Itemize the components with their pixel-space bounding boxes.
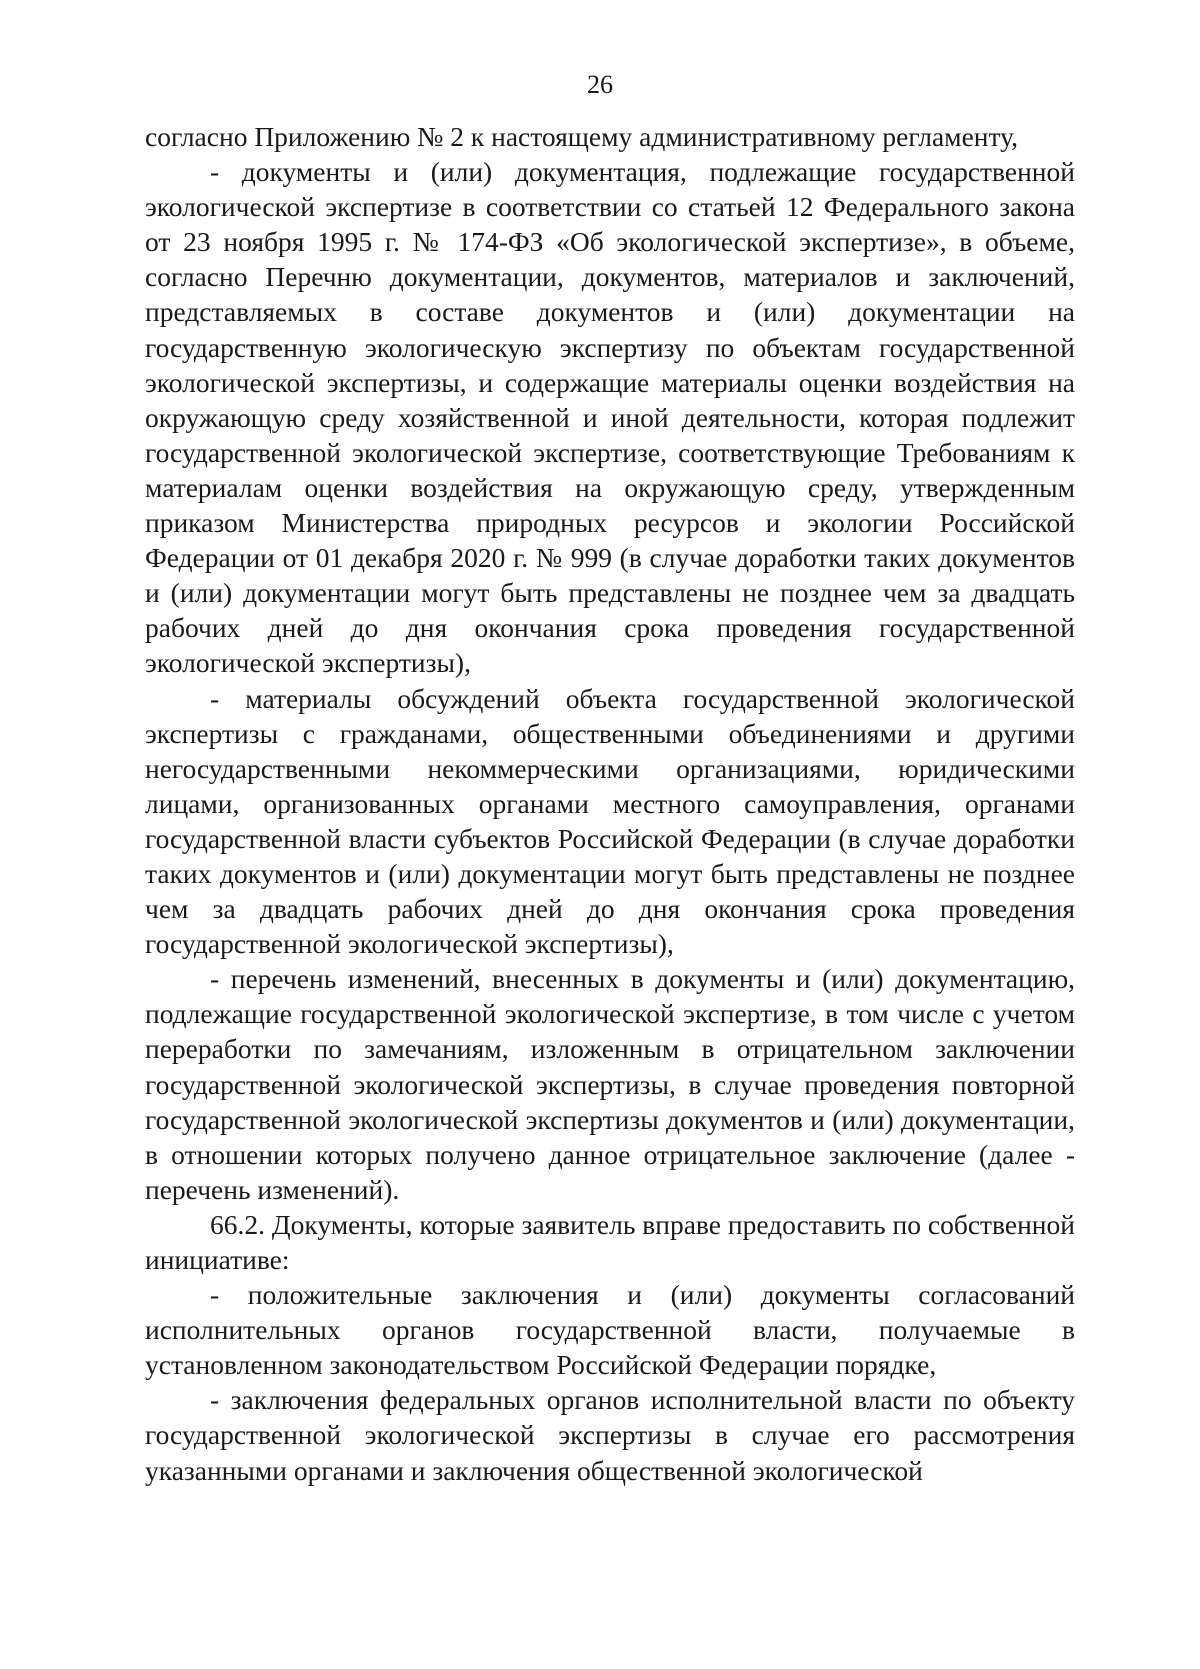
paragraph-continuation: согласно Приложению № 2 к настоящему административному регламенту, [145, 121, 1019, 152]
paragraph-item-documents: - документы и (или) документация, подлежащие государственной экологической экспертизе в соответствии со статьей 12 Федерального закона от 23 ноября 1995 г. № 174-ФЗ «Об экологической экспертизе», в объеме, согласно Перечню документации, документов, материалов и заключений, представляемых в составе документов и (или) документации на государственную экологическую экспертизу по объектам государственной экологической экспертизы, и содержащие материалы оценки воздействия на окружающую среду хозяйственной и иной деятельности, которая подлежит государственной экологической экспертизе, соответствующие Требованиям к материалам оценки воздействия на окружающую среду, утвержденным приказом Министерства природных ресурсов и экологии Российской Федерации от 01 декабря 2020 г. № 999 (в случае доработки таких документов и (или) документации могут быть представлены не позднее чем за двадцать рабочих дней до дня окончания срока проведения государственной экологической экспертизы), [145, 156, 1075, 679]
page-number: 26 [587, 70, 613, 99]
paragraph-section-66-2: 66.2. Документы, которые заявитель вправе предоставить по собственной инициативе: [145, 1208, 1075, 1275]
document-body [145, 119, 1075, 1488]
paragraph-item-changes-list: - перечень изменений, внесенных в документы и (или) документацию, подлежащие государственной экологической экспертизе, в том числе с учетом переработки по замечаниям, изложенным в отрицательном заключении государственной экологической экспертизы, в случае проведения повторной государственной экологической экспертизы документов и (или) документации, в отношении которых получено данное отрицательное заключение (далее - перечень изменений). [145, 963, 1075, 1205]
paragraph-item-positive-conclusions: - положительные заключения и (или) документы согласований исполнительных органов государственной власти, получаемые в установленном законодательством Российской Федерации порядке, [145, 1279, 1075, 1381]
paragraph-item-discussion-materials: - материалы обсуждений объекта государственной экологической экспертизы с гражданами, общественными объединениями и другими негосударственными некоммерческими организациями, юридическими лицами, организованных органами местного самоуправления, органами государственной власти субъектов Российской Федерации (в случае доработки таких документов и (или) документации могут быть представлены не позднее чем за двадцать рабочих дней до дня окончания срока проведения государственной экологической экспертизы), [145, 682, 1075, 960]
paragraph-item-federal-conclusions: - заключения федеральных органов исполнительной власти по объекту государственной экологической экспертизы в случае его рассмотрения указанными органами и заключения общественной экологической [145, 1384, 1075, 1486]
